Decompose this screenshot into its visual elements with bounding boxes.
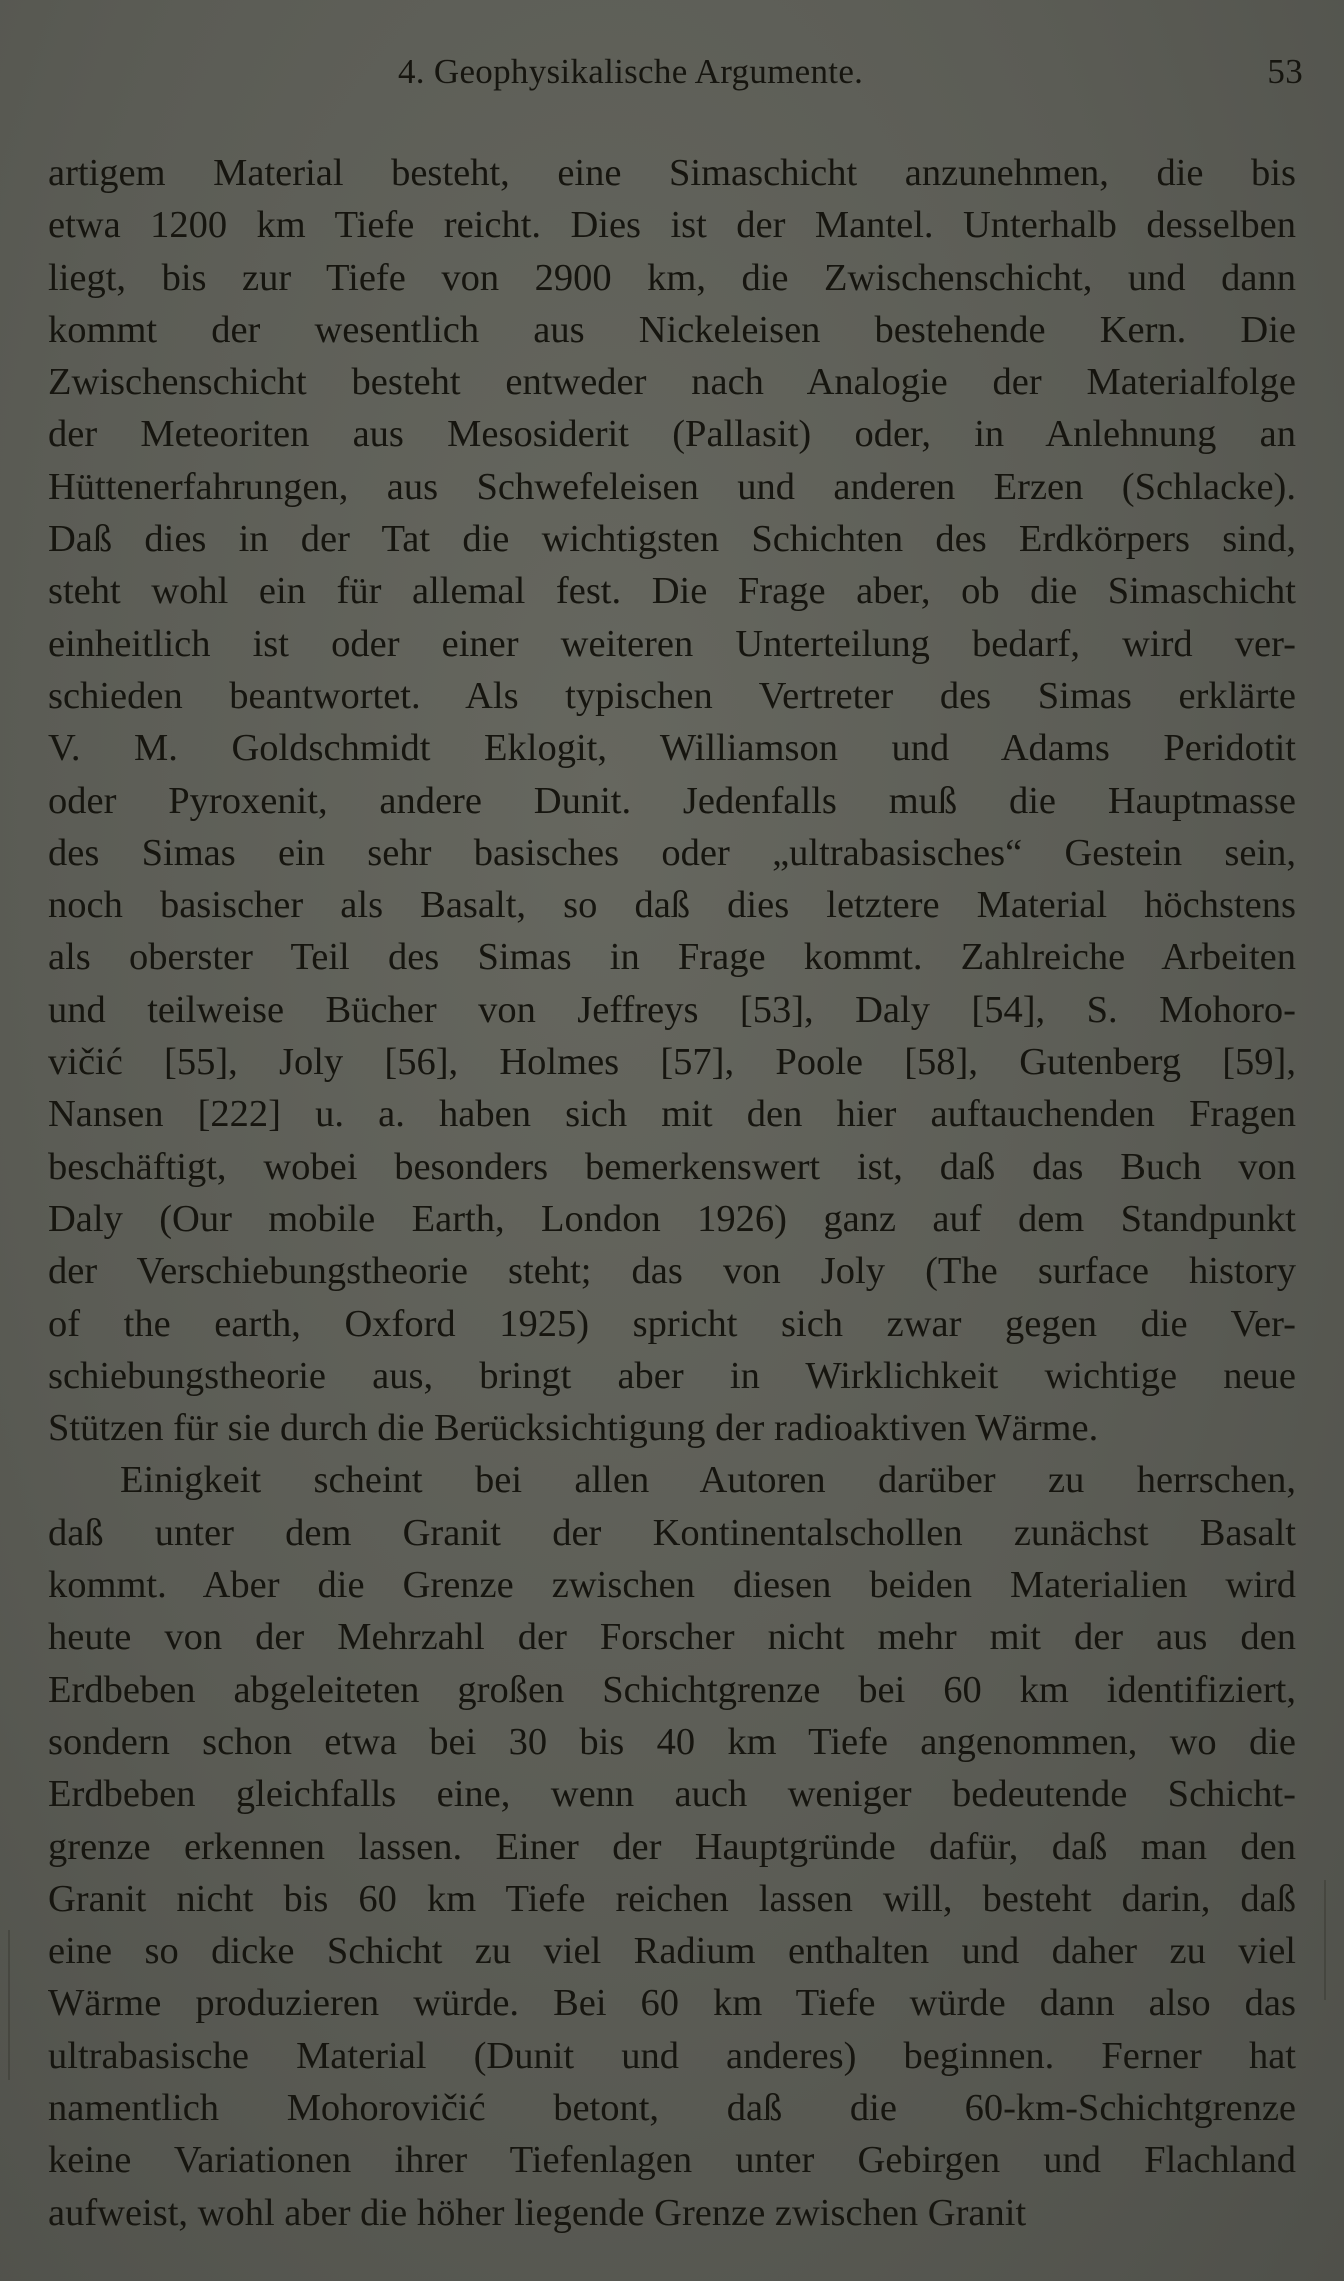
text-line: Stützen für sie durch die Berücksichtigung der radioaktiven Wärme.	[48, 1407, 1099, 1450]
text-line: keine Variationen ihrer Tiefenlagen unter Gebirgen und Flachland	[48, 2139, 1296, 2182]
text-line: namentlich Mohorovičić betont, daß die 60-km-Schichtgrenze	[48, 2086, 1296, 2129]
paragraph	[48, 147, 1296, 1454]
chapter-title: 4. Geophysikalische Argumente.	[398, 52, 864, 91]
text-line: vičić [55], Joly [56], Holmes [57], Poole [58], Gutenberg [59],	[48, 1041, 1296, 1084]
running-header	[48, 52, 1303, 102]
text-line: etwa 1200 km Tiefe reicht. Dies ist der Mantel. Unterhalb desselben	[48, 204, 1296, 247]
text-line: kommt der wesentlich aus Nickeleisen bestehende Kern. Die	[48, 308, 1296, 351]
text-line: Erdbeben gleichfalls eine, wenn auch weniger bedeutende Schicht-	[48, 1773, 1296, 1816]
text-line: Hüttenerfahrungen, aus Schwefeleisen und anderen Erzen (Schlacke).	[48, 465, 1296, 508]
text-line: und teilweise Bücher von Jeffreys [53], Daly [54], S. Mohoro-	[48, 988, 1296, 1031]
text-line: heute von der Mehrzahl der Forscher nicht mehr mit der aus den	[48, 1616, 1296, 1659]
text-line: Einigkeit scheint bei allen Autoren darüber zu herrschen,	[120, 1459, 1296, 1502]
text-line: kommt. Aber die Grenze zwischen diesen beiden Materialien wird	[48, 1564, 1296, 1607]
text-line: Nansen [222] u. a. haben sich mit den hier auftauchenden Fragen	[48, 1093, 1296, 1136]
text-line: sondern schon etwa bei 30 bis 40 km Tiefe angenommen, wo die	[48, 1720, 1296, 1763]
page-edge-mark	[1324, 1880, 1326, 2000]
page-number: 53	[1267, 52, 1303, 91]
body-text	[48, 147, 1296, 2239]
text-line: Daß dies in der Tat die wichtigsten Schichten des Erdkörpers sind,	[48, 518, 1296, 561]
text-line: eine so dicke Schicht zu viel Radium enthalten und daher zu viel	[48, 1930, 1296, 1973]
text-line: einheitlich ist oder einer weiteren Unterteilung bedarf, wird ver-	[48, 622, 1296, 665]
text-line: daß unter dem Granit der Kontinentalschollen zunächst Basalt	[48, 1511, 1296, 1554]
text-line: Erdbeben abgeleiteten großen Schichtgrenze bei 60 km identifiziert,	[48, 1668, 1296, 1711]
text-line: der Verschiebungstheorie steht; das von Joly (The surface history	[48, 1250, 1296, 1293]
text-line: steht wohl ein für allemal fest. Die Frage aber, ob die Simaschicht	[48, 570, 1296, 613]
text-line: der Meteoriten aus Mesosiderit (Pallasit) oder, in Anlehnung an	[48, 413, 1296, 456]
text-line: des Simas ein sehr basisches oder „ultrabasisches“ Gestein sein,	[48, 831, 1296, 874]
text-line: schiebungstheorie aus, bringt aber in Wirklichkeit wichtige neue	[48, 1354, 1296, 1397]
text-line: als oberster Teil des Simas in Frage kommt. Zahlreiche Arbeiten	[48, 936, 1296, 979]
text-line: aufweist, wohl aber die höher liegende Grenze zwischen Granit	[48, 2191, 1027, 2234]
text-line: Granit nicht bis 60 km Tiefe reichen lassen will, besteht darin, daß	[48, 1877, 1296, 1920]
text-line: ultrabasische Material (Dunit und anderes) beginnen. Ferner hat	[48, 2034, 1296, 2077]
paragraph	[48, 1454, 1296, 2238]
text-line: V. M. Goldschmidt Eklogit, Williamson und Adams Peridotit	[48, 727, 1296, 770]
text-line: Wärme produzieren würde. Bei 60 km Tiefe würde dann also das	[48, 1982, 1296, 2025]
text-line: noch basischer als Basalt, so daß dies letztere Material höchstens	[48, 884, 1296, 927]
text-line: Zwischenschicht besteht entweder nach Analogie der Materialfolge	[48, 361, 1296, 404]
text-line: of the earth, Oxford 1925) spricht sich zwar gegen die Ver-	[48, 1302, 1296, 1345]
text-line: Daly (Our mobile Earth, London 1926) ganz auf dem Standpunkt	[48, 1197, 1296, 1240]
text-line: liegt, bis zur Tiefe von 2900 km, die Zwischenschicht, und dann	[48, 256, 1296, 299]
text-line: artigem Material besteht, eine Simaschicht anzunehmen, die bis	[48, 152, 1296, 194]
text-line: grenze erkennen lassen. Einer der Hauptgründe dafür, daß man den	[48, 1825, 1296, 1868]
page-edge-mark	[8, 1930, 10, 2080]
text-line: beschäftigt, wobei besonders bemerkenswert ist, daß das Buch von	[48, 1145, 1296, 1188]
text-line: schieden beantwortet. Als typischen Vertreter des Simas erklärte	[48, 674, 1296, 717]
text-line: oder Pyroxenit, andere Dunit. Jedenfalls muß die Hauptmasse	[48, 779, 1296, 822]
